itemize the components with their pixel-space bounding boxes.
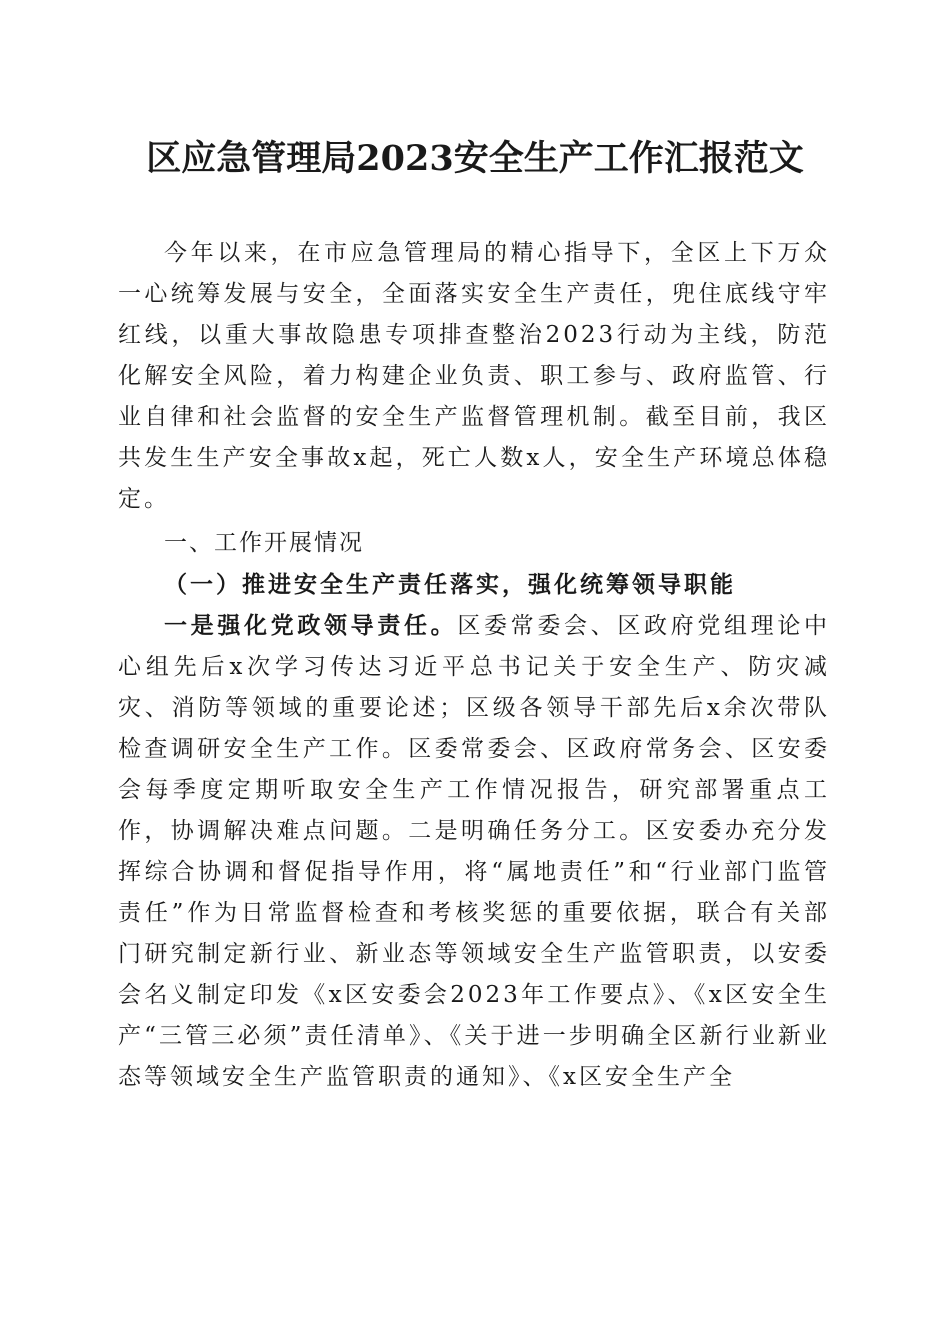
- intro-paragraph: 今年以来，在市应急管理局的精心指导下，全区上下万众一心统筹发展与安全，全面落实安全生产责任，兜住底线守牢红线，以重大事故隐患专项排查整治2023行动为主线，防范化解安全风险，着力构建企业负责、职工参与、政府监管、行业自律和社会监督的安全生产监督管理机制。截至目前，我区共发生生产安全事故x起，死亡人数x人，安全生产环境总体稳定。: [118, 240, 830, 512]
- paragraph-lead: 一是强化党政领导责任。: [164, 612, 458, 639]
- body-paragraph: [118, 605, 830, 1098]
- document-body: [118, 233, 830, 1098]
- paragraph-text: 区委常委会、区政府党组理论中心组先后x次学习传达习近平总书记关于安全生产、防灾减灾、消防等领域的重要论述；区级各领导干部先后x余次带队检查调研安全生产工作。区委常委会、区政府常务会、区安委会每季度定期听取安全生产工作情况报告，研究部署重点工作，协调解决难点问题。二是明确任务分工。区安委办充分发挥综合协调和督促指导作用，将“属地责任”和“行业部门监管责任”作为日常监督检查和考核奖惩的重要依据，联合有关部门研究制定新行业、新业态等领域安全生产监管职责，以安委会名义制定印发《x区安委会2023年工作要点》、《x区安全生产“三管三必须”责任清单》、《关于进一步明确全区新行业新业态等领域安全生产监管职责的通知》、《x区安全生产全: [118, 613, 831, 1090]
- section-heading: 一、工作开展情况: [164, 530, 364, 556]
- subsection-heading: （一）推进安全生产责任落实，强化统筹领导职能: [164, 571, 736, 598]
- document-title: 区应急管理局2023安全生产工作汇报范文: [146, 138, 804, 179]
